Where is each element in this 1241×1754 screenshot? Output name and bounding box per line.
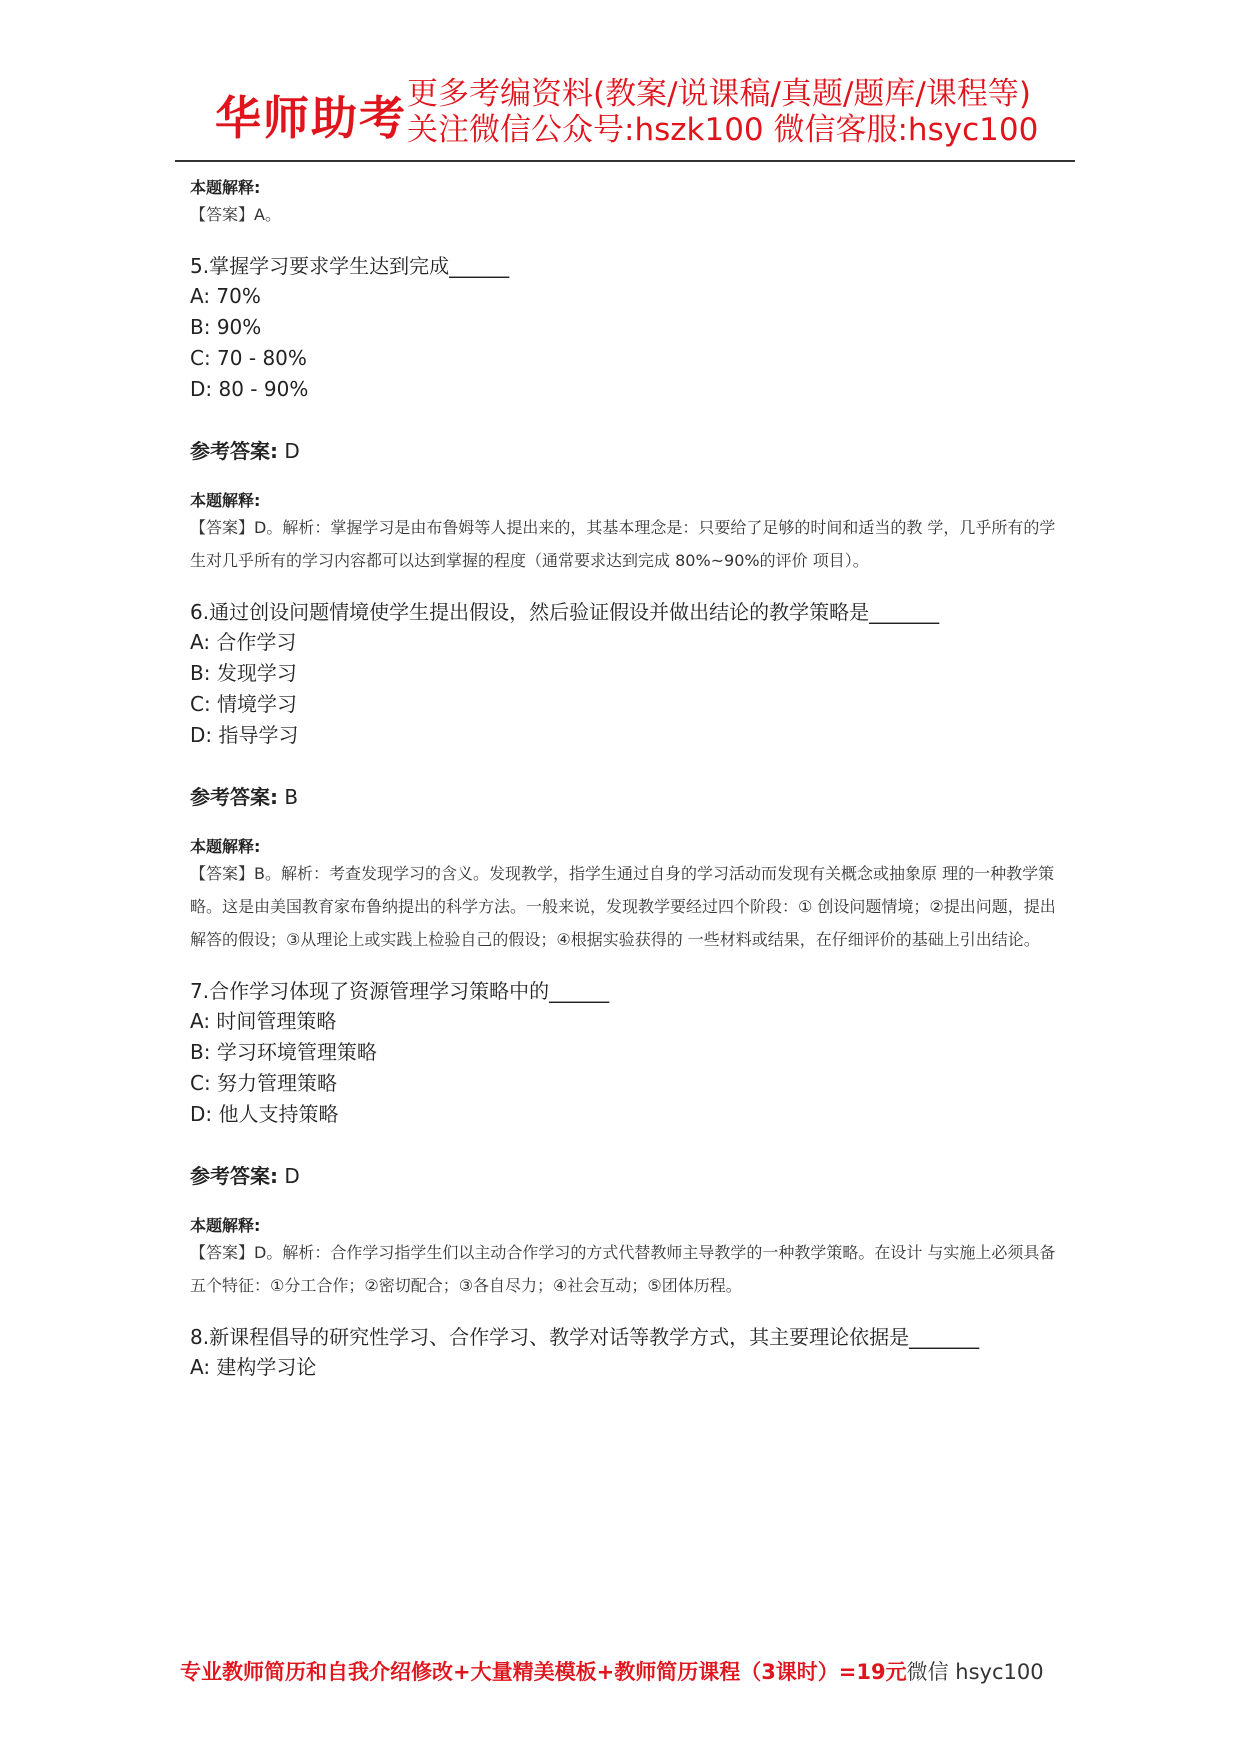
question-text: 8.新课程倡导的研究性学习、合作学习、教学对话等教学方式，其主要理论依据是_______	[190, 1325, 980, 1349]
option-a: A: 时间管理策略	[190, 1009, 337, 1033]
option-c: C: 努力管理策略	[190, 1071, 338, 1095]
wechat-contact: 微信 hsyc100	[906, 1660, 1044, 1684]
header-text	[407, 76, 1038, 148]
option-b: B: 90%	[190, 315, 262, 339]
option-d: D: 他人支持策略	[190, 1102, 339, 1126]
explanation-label: 本题解释:	[190, 837, 261, 856]
option-a: A: 70%	[190, 284, 261, 308]
explanation-text: 【答案】D。解析：合作学习指学生们以主动合作学习的方式代替教师主导教学的一种教学策略。在设计 与实施上必须具备五个特征：①分工合作；②密切配合；③各自尽力；④社会互动；⑤团体历程。	[190, 1243, 1056, 1295]
explanation-label: 本题解释:	[190, 178, 261, 197]
question-text: 7.合作学习体现了资源管理学习策略中的______	[190, 979, 610, 1003]
answer-value: B	[284, 785, 299, 809]
explanation-label: 本题解释:	[190, 491, 261, 510]
reference-answer	[190, 781, 1070, 810]
explanation-label: 本题解释:	[190, 1216, 261, 1235]
option-d: D: 80 - 90%	[190, 377, 309, 401]
option-b: B: 学习环境管理策略	[190, 1040, 377, 1064]
explanation-text: 【答案】B。解析：考查发现学习的含义。发现教学，指学生通过自身的学习活动而发现有关概念或抽象原 理的一种教学策略。这是由美国教育家布鲁纳提出的科学方法。一般来说，发现教学要经过四个阶段：① 创设问题情境；②提出问题，提出解答的假设；③从理论上或实践上检验自己的假设；④根据实验获得的 一些材料或结果，在仔细评价的基础上引出结论。	[190, 864, 1056, 949]
option-c: C: 情境学习	[190, 692, 298, 716]
page-header	[175, 60, 1075, 162]
question-text: 5.掌握学习要求学生达到完成______	[190, 254, 510, 278]
reference-answer	[190, 435, 1070, 464]
promo-footer	[180, 1656, 1080, 1686]
option-a: A: 合作学习	[190, 630, 297, 654]
promo-text: 专业教师简历和自我介绍修改+大量精美模板+教师简历课程（3课时）=19元	[180, 1660, 907, 1684]
option-b: B: 发现学习	[190, 661, 297, 685]
option-a: A: 建构学习论	[190, 1355, 317, 1379]
reference-label: 参考答案:	[190, 785, 278, 809]
explanation-text: 【答案】D。解析：掌握学习是由布鲁姆等人提出来的，其基本理念是：只要给了足够的时间和适当的教 学，几乎所有的学生对几乎所有的学习内容都可以达到掌握的程度（通常要求达到完成 80%~90%的评价 项目）。	[190, 518, 1056, 570]
explanation-text: 【答案】A。	[190, 205, 281, 224]
document-body	[190, 175, 1070, 1383]
question-block	[190, 251, 1070, 577]
brand-logo: 华师助考	[215, 91, 407, 145]
reference-answer	[190, 1160, 1070, 1189]
answer-value: D	[284, 439, 300, 463]
option-d: D: 指导学习	[190, 723, 299, 747]
option-c: C: 70 - 80%	[190, 346, 307, 370]
reference-label: 参考答案:	[190, 1164, 278, 1188]
header-line-1: 更多考编资料(教案/说课稿/真题/题库/课程等)	[407, 76, 1031, 112]
header-line-2: 关注微信公众号:hszk100 微信客服:hsyc100	[407, 112, 1039, 148]
question-block	[190, 1322, 1070, 1383]
question-text: 6.通过创设问题情境使学生提出假设，然后验证假设并做出结论的教学策略是_______	[190, 600, 940, 624]
answer-value: D	[284, 1164, 300, 1188]
reference-label: 参考答案:	[190, 439, 278, 463]
question-block	[190, 976, 1070, 1302]
question-block	[190, 597, 1070, 956]
